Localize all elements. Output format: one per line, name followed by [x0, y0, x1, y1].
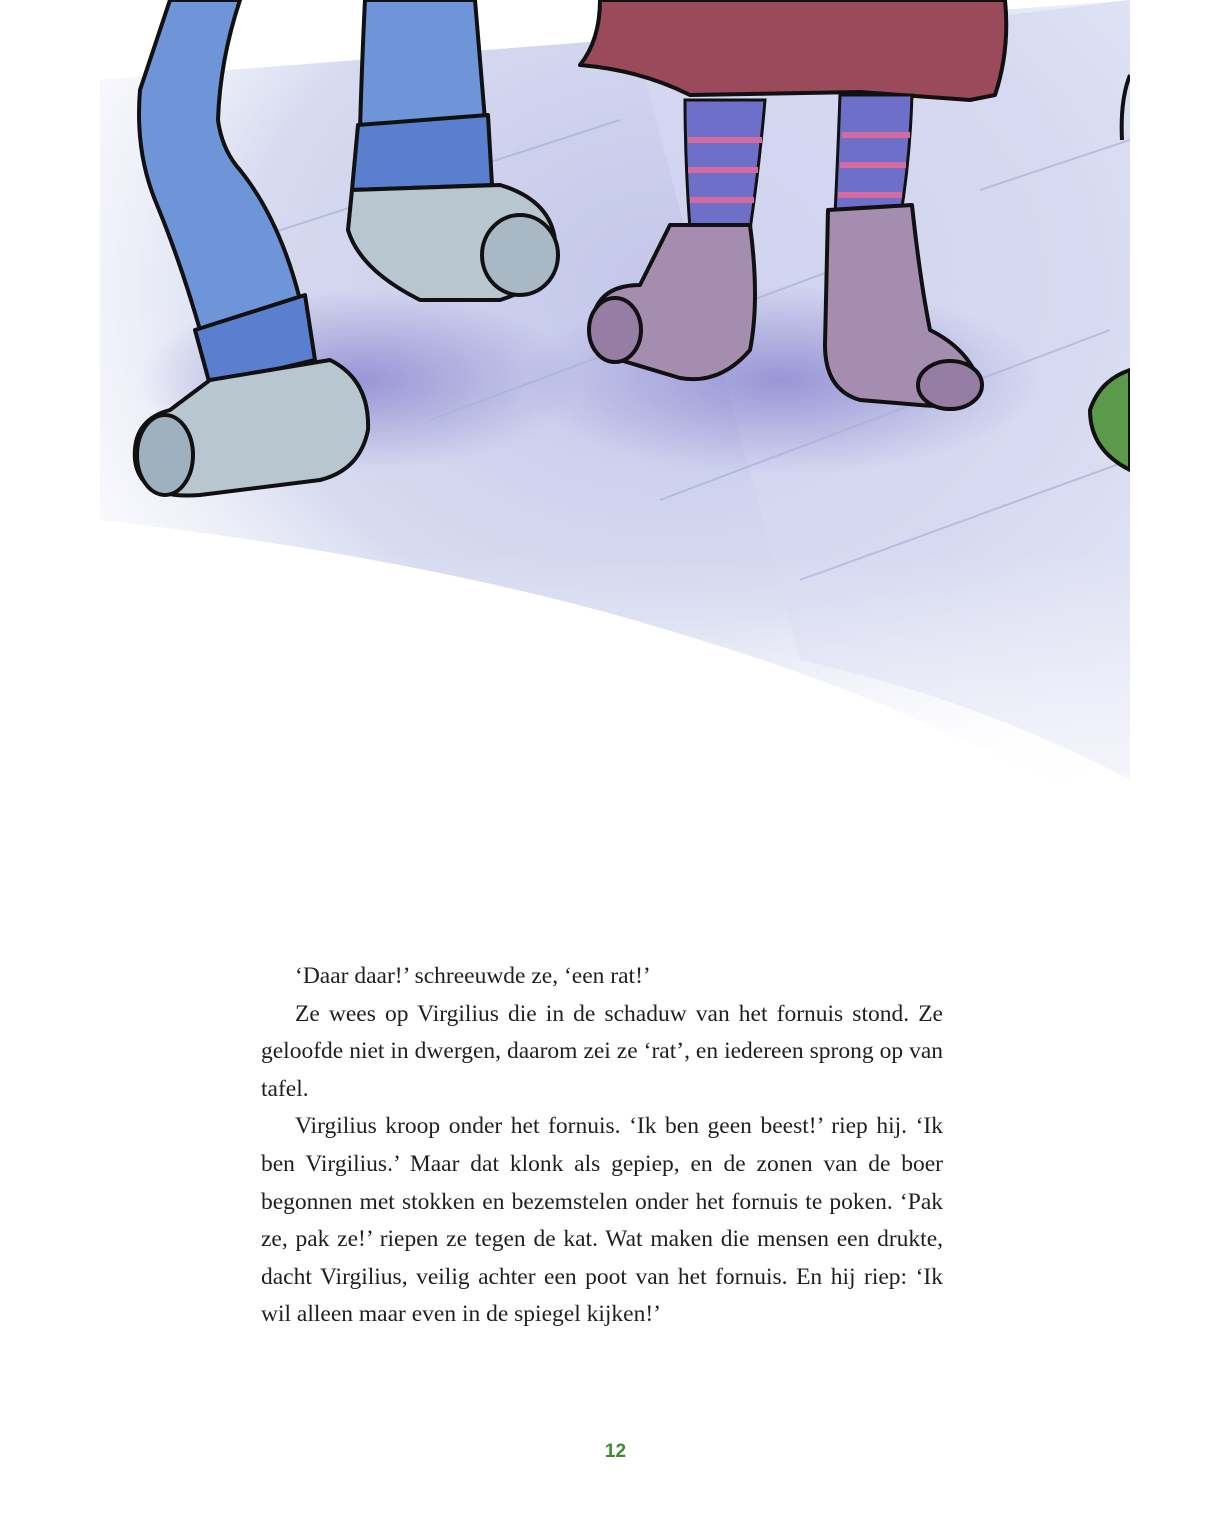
page-number: 12 [604, 1441, 627, 1462]
story-paragraph: Virgilius kroop onder het fornuis. ‘Ik ben geen beest!’ riep hij. ‘Ik ben Virgilius.’ Maar dat klonk als gepiep, en de zonen van de boer begonnen met stokken en bezemstelen onder het fornuis te poken. ‘Pak ze, pak ze!’ riepen ze tegen de kat. Wat maken die mensen een drukte, dacht Virgilius, veilig achter een poot van het fornuis. En hij riep: ‘Ik wil alleen maar even in de spiegel kijken!’ [261, 1113, 943, 1328]
feet-on-floor-illustration [100, 0, 1130, 920]
story-paragraph: ‘Daar daar!’ schreeuwde ze, ‘een rat!’ [295, 963, 651, 989]
story-text [261, 958, 943, 1334]
story-paragraph: Ze wees op Virgilius die in de schaduw van het fornuis stond. Ze geloofde niet in dwergen, daarom zei ze ‘rat’, en iedereen sprong op van tafel. [261, 1000, 943, 1102]
story-illustration [100, 0, 1130, 920]
